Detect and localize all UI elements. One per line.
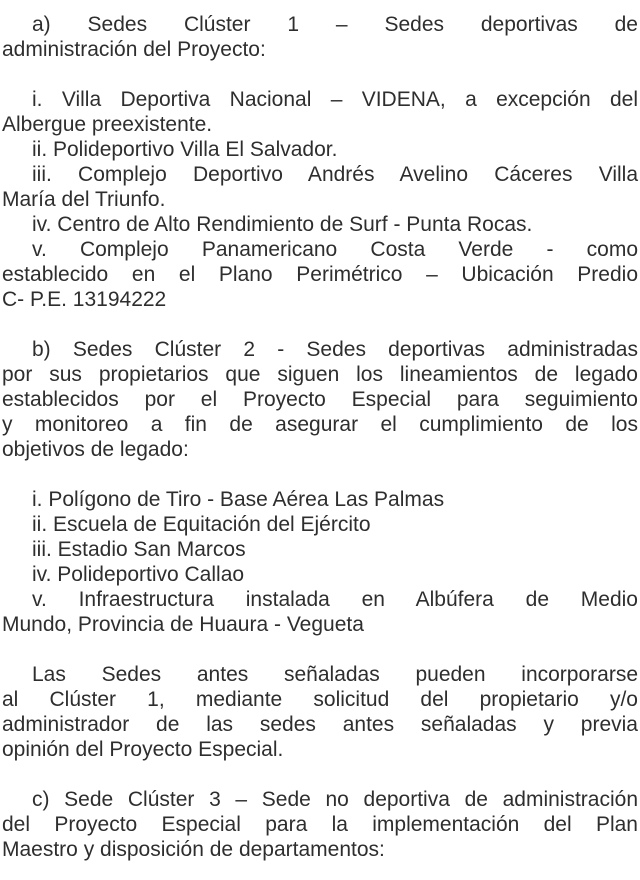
text-line: ii. Escuela de Equitación del Ejército [32,513,371,536]
text-line: iv. Polideportivo Callao [32,563,245,586]
text-line: Albergue preexistente. [2,113,213,136]
text-line: v. Infraestructura instalada en Albúfera de Medio [32,588,638,611]
text-line: al Clúster 1, mediante solicitud del propietario y/o [2,688,638,711]
list-b-item-iii [2,537,638,562]
text-line: b) Sedes Clúster 2 - Sedes deportivas administradas [32,338,638,361]
text-line: administrador de las sedes antes señaladas y previa [2,713,638,736]
text-line: establecido en el Plano Perimétrico – Ubicación Predio [2,263,638,286]
text-line: Maestro y disposición de departamentos: [2,838,385,861]
text-line: objetivos de legado: [2,438,189,461]
para-incorporacion [2,662,638,762]
text-line: iii. Complejo Deportivo Andrés Avelino Cáceres Villa [32,163,638,186]
text-line: v. Complejo Panamericano Costa Verde - como [32,238,638,261]
list-a-item-i [2,87,638,137]
text-line: ii. Polideportivo Villa El Salvador. [32,138,338,161]
para-cluster-3-heading [2,787,638,862]
list-a-item-iv [2,212,638,237]
text-line: del Proyecto Especial para la implementación del Plan [2,813,638,836]
list-b-item-ii [2,512,638,537]
para-cluster-1-heading [2,12,638,62]
text-line: iii. Estadio San Marcos [32,538,246,561]
text-line: María del Triunfo. [2,188,166,211]
text-line: c) Sede Clúster 3 – Sede no deportiva de administración [32,788,638,811]
text-line: a) Sedes Clúster 1 – Sedes deportivas de [32,13,638,36]
list-a-item-v [2,237,638,312]
text-line: y monitoreo a fin de asegurar el cumplimiento de los [2,413,638,436]
text-line: opinión del Proyecto Especial. [2,738,284,761]
text-line: C- P.E. 13194222 [2,288,167,311]
text-line: Las Sedes antes señaladas pueden incorporarse [32,663,638,686]
text-line: por sus propietarios que siguen los lineamientos de legado [2,363,638,386]
para-cluster-2-heading [2,337,638,462]
list-b-item-v [2,587,638,637]
list-a-item-ii [2,137,638,162]
text-line: i. Villa Deportiva Nacional – VIDENA, a excepción del [32,88,638,111]
list-b-item-i [2,487,638,512]
text-line: administración del Proyecto: [2,38,266,61]
text-line: i. Polígono de Tiro - Base Aérea Las Palmas [32,488,445,511]
text-line: establecidos por el Proyecto Especial para seguimiento [2,388,638,411]
list-a-item-iii [2,162,638,212]
text-line: iv. Centro de Alto Rendimiento de Surf - Punta Rocas. [32,213,533,236]
list-b-item-iv [2,562,638,587]
text-line: Mundo, Provincia de Huaura - Vegueta [2,613,364,636]
